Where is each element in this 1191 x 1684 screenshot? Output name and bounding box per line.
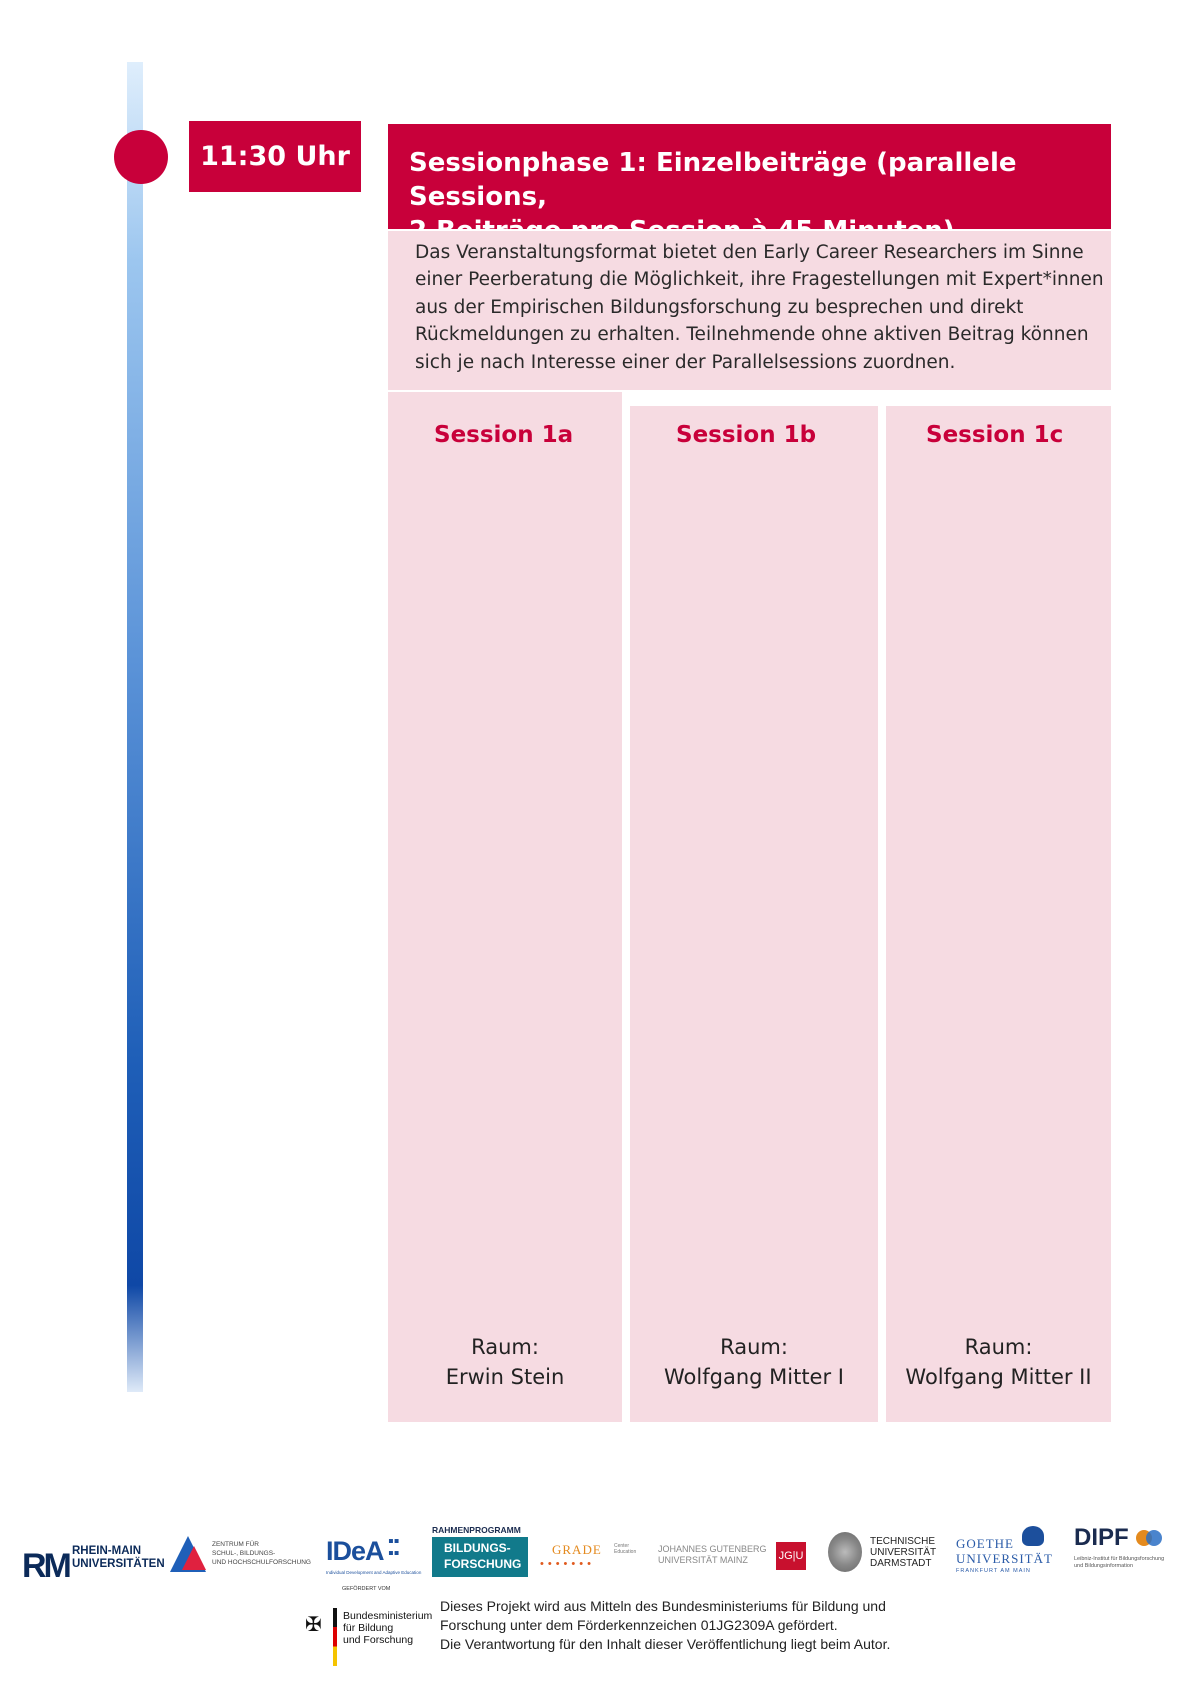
rm-line: RHEIN-MAIN — [72, 1545, 141, 1557]
idea-name: IDeA — [326, 1536, 384, 1566]
goethe-sub: FRANKFURT AM MAIN — [956, 1568, 1031, 1574]
idea-sub: Individual Development and Adaptive Education — [326, 1570, 422, 1575]
timeline-dot — [114, 130, 168, 184]
session-title: Session 1c — [926, 422, 1064, 448]
room-name: Wolfgang Mitter I — [664, 1365, 844, 1389]
session-column-1a — [388, 392, 622, 1422]
description-line: einer Peerberatung die Möglichkeit, ihre Fragestellungen mit Expert*innen — [415, 269, 1104, 291]
room-name: Wolfgang Mitter II — [905, 1365, 1092, 1389]
rahmenprogramm-logo — [432, 1525, 530, 1580]
grade-name: GRADE — [552, 1542, 602, 1557]
grade-sub: Center — [614, 1543, 630, 1549]
room-label: Raum: — [471, 1335, 539, 1359]
session-title: Session 1b — [676, 422, 817, 448]
tud-seal-icon — [828, 1532, 862, 1572]
goethe-uni-logo — [956, 1526, 1056, 1576]
tu-darmstadt-logo — [828, 1532, 938, 1577]
goethe-line: UNIVERSITÄT — [956, 1551, 1053, 1566]
description-line: aus der Empirischen Bildungsforschung zu besprechen und direkt — [415, 296, 1024, 318]
rm-line: UNIVERSITÄTEN — [72, 1558, 165, 1570]
session-room — [886, 1332, 1111, 1392]
bmbf-line: und Forschung — [343, 1634, 414, 1646]
jgu-line: UNIVERSITÄT MAINZ — [658, 1555, 748, 1565]
zsb-line: UND HOCHSCHULFORSCHUNG — [212, 1559, 311, 1566]
dipf-sub: Leibniz-Institut für Bildungsforschung — [1074, 1556, 1165, 1562]
room-label: Raum: — [964, 1335, 1033, 1359]
dipf-logo — [1074, 1524, 1184, 1574]
time-badge: 11:30 Uhr — [189, 121, 361, 192]
jgu-line: JOHANNES GUTENBERG — [658, 1544, 767, 1554]
description-line: Das Veranstaltungsformat bietet den Early Career Researchers im Sinne — [415, 242, 1084, 263]
session-title: Session 1a — [434, 422, 574, 448]
idea-logo: IDeA ▪▪ ▪▪ Individual Development and Adaptive Education — [326, 1533, 422, 1575]
funding-line: Dieses Projekt wird aus Mitteln des Bundesministeriums für Bildung und — [440, 1598, 886, 1614]
goethe-line: GOETHE — [956, 1536, 1014, 1551]
session-room — [630, 1332, 878, 1392]
description-line: sich je nach Interesse einer der Parallelsessions zuordnen. — [415, 351, 956, 373]
funding-line: Forschung unter dem Förderkennzeichen 01JG2309A gefördert. — [440, 1617, 838, 1633]
session-phase-header — [388, 124, 1111, 229]
session-column-1b — [630, 406, 878, 1422]
description-line: Rückmeldungen zu erhalten. Teilnehmende ohne aktiven Beitrag können — [415, 324, 1089, 346]
funding-line: Die Verantwortung für den Inhalt dieser Veröffentlichung liegt beim Autor. — [440, 1636, 891, 1652]
description-panel — [388, 231, 1111, 390]
funding-note — [440, 1597, 890, 1654]
rahmen-line: FORSCHUNG — [444, 1557, 522, 1571]
room-label: Raum: — [720, 1335, 788, 1359]
timeline-bar — [127, 62, 143, 1392]
jgu-mark: JG|U — [776, 1542, 806, 1570]
bmbf-line: Bundesministerium — [343, 1610, 433, 1622]
bmbf-top: GEFÖRDERT VOM — [342, 1586, 391, 1592]
bmbf-logo — [305, 1586, 433, 1676]
header-line-1: Sessionphase 1: Einzelbeiträge (parallele Sessions, — [409, 148, 1017, 212]
tud-line: TECHNISCHE — [870, 1536, 936, 1547]
grade-sub: Education — [614, 1549, 637, 1555]
tud-line: UNIVERSITÄT — [870, 1547, 937, 1558]
dipf-sub: und Bildungsinformation — [1074, 1563, 1134, 1569]
session-column-1c — [886, 406, 1111, 1422]
room-name: Erwin Stein — [445, 1365, 565, 1389]
zsb-line: SCHUL-, BILDUNGS- — [212, 1550, 276, 1557]
grade-logo: GRADE Center Education ••••••• — [540, 1542, 637, 1570]
dipf-name: DIPF — [1074, 1524, 1129, 1551]
rahmen-line: BILDUNGS- — [444, 1541, 511, 1555]
german-flag-stripe — [333, 1608, 337, 1666]
zsb-line: ZENTRUM FÜR — [212, 1541, 259, 1548]
tud-line: DARMSTADT — [870, 1558, 932, 1569]
rahmen-top: RAHMENPROGRAMM — [432, 1525, 521, 1535]
eagle-icon: ✠ — [305, 1614, 322, 1636]
rm-mark: RM — [22, 1547, 69, 1585]
zsb-logo — [170, 1534, 320, 1574]
jgu-logo — [658, 1542, 808, 1572]
bmbf-line: für Bildung — [343, 1622, 394, 1634]
session-room — [388, 1332, 622, 1392]
